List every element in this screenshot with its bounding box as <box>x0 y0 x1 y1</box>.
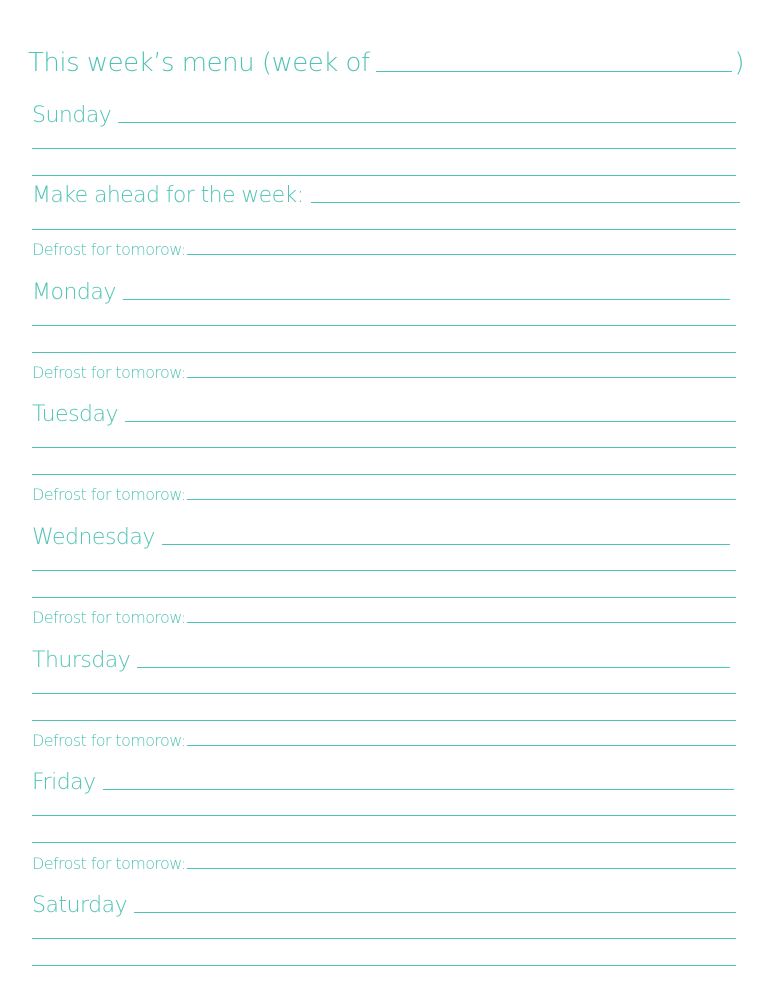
defrost-row-thursday <box>32 720 736 750</box>
friday-extra-line-1[interactable] <box>32 815 736 816</box>
defrost-write-line[interactable] <box>187 376 736 378</box>
defrost-write-line[interactable] <box>187 498 736 500</box>
make-ahead-label: Make ahead for the week: <box>32 183 304 208</box>
saturday-write-line[interactable] <box>134 911 736 913</box>
thursday-write-line[interactable] <box>137 666 730 668</box>
page-title-row <box>28 44 744 78</box>
defrost-label: Defrost for tomorow: <box>32 608 186 627</box>
defrost-row-wednesday <box>32 597 736 627</box>
tuesday-row <box>32 397 736 427</box>
saturday-extra-line-1[interactable] <box>32 938 736 939</box>
friday-row <box>32 765 734 795</box>
wednesday-extra-line-1[interactable] <box>32 570 736 571</box>
defrost-row-monday <box>32 352 736 382</box>
sunday-extra-line-2[interactable] <box>32 175 736 176</box>
week-of-blank-line[interactable] <box>376 70 733 72</box>
sunday-label: Sunday <box>32 103 112 128</box>
thursday-label: Thursday <box>32 648 131 673</box>
tuesday-label: Tuesday <box>32 402 119 427</box>
friday-label: Friday <box>32 770 96 795</box>
sunday-row <box>32 98 736 128</box>
saturday-extra-line-2[interactable] <box>32 965 736 966</box>
title-close-paren: ) <box>734 48 744 78</box>
defrost-row-friday <box>32 843 736 873</box>
make-ahead-row <box>32 178 740 208</box>
defrost-label: Defrost for tomorow: <box>32 854 186 873</box>
defrost-label: Defrost for tomorow: <box>32 731 186 750</box>
defrost-label: Defrost for tomorow: <box>32 363 186 382</box>
monday-write-line[interactable] <box>123 298 730 300</box>
tuesday-extra-line-1[interactable] <box>32 447 736 448</box>
defrost-label: Defrost for tomorow: <box>32 240 186 259</box>
monday-row <box>32 275 730 305</box>
saturday-row <box>32 888 736 918</box>
wednesday-write-line[interactable] <box>162 543 730 545</box>
tuesday-write-line[interactable] <box>125 420 736 422</box>
thursday-extra-line-1[interactable] <box>32 693 736 694</box>
friday-write-line[interactable] <box>103 788 734 790</box>
defrost-write-line[interactable] <box>187 253 736 255</box>
defrost-row-sunday <box>32 229 736 259</box>
defrost-row-tuesday <box>32 474 736 504</box>
saturday-label: Saturday <box>32 893 128 918</box>
make-ahead-write-line[interactable] <box>311 201 740 203</box>
defrost-label: Defrost for tomorow: <box>32 485 186 504</box>
monday-label: Monday <box>32 280 116 305</box>
defrost-write-line[interactable] <box>187 621 736 623</box>
defrost-write-line[interactable] <box>187 867 736 869</box>
sunday-extra-line-1[interactable] <box>32 148 736 149</box>
wednesday-row <box>32 520 730 550</box>
sunday-write-line[interactable] <box>118 121 736 123</box>
monday-extra-line-1[interactable] <box>32 325 736 326</box>
thursday-row <box>32 643 730 673</box>
defrost-write-line[interactable] <box>187 744 736 746</box>
wednesday-label: Wednesday <box>32 525 155 550</box>
page-title: This week’s menu (week of <box>28 48 370 78</box>
